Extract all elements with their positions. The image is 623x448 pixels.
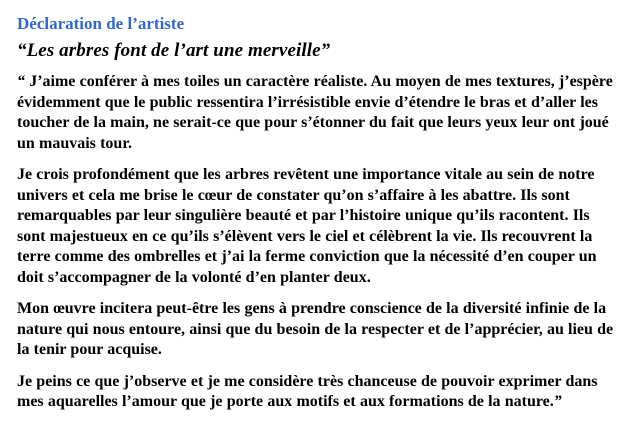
paragraph-4-text: Je peins ce que j’observe et je me considère très chanceuse de pouvoir exprimer dans mes aquarelles l’amour que je porte aux motifs et aux formations de la nature. [17,372,598,410]
paragraph-1-text: J’aime conférer à mes toiles un caractère réaliste. Au moyen de mes textures, j’espère évidemment que le public ressentira l’irrésistible envie d’étendre le bras et d’aller les toucher de la main, ne serait-ce que pour s’étonner du fait que leurs yeux leur ont joué un mauvais tour. [17,73,613,152]
paragraph-2-text: Je crois profondément que les arbres revêtent une importance vitale au sein de notre univers et cela me brise le cœur de constater qu’on s’affaire à les abattre. Ils sont remarquables par leur singulière beauté et par l’histoire unique qu’ils racontent. Ils sont majestueux en ce qu’ils s’élèvent vers le ciel et célèbrent la vie. Ils recouvrent la terre comme des ombrelles et j’ai la ferme conviction que la nécessité d’en couper un doit s’accompagner de la volonté d’en planter deux. [17,166,597,286]
paragraph-4 [17,372,617,413]
artist-statement [17,14,617,424]
paragraph-1 [17,72,617,154]
statement-title: “Les arbres font de l’art une merveille” [17,40,331,61]
closing-quote-mark: ” [553,393,562,410]
page-heading: Déclaration de l’artiste [17,14,185,33]
paragraph-2 [17,165,617,288]
opening-quote-mark: “ [17,73,25,90]
paragraph-3 [17,299,617,361]
paragraph-3-text: Mon œuvre incitera peut-être les gens à prendre conscience de la diversité infinie de la nature qui nous entoure, ainsi que du besoin de la respecter et de l’apprécier, au lieu de la tenir pour acquise. [17,300,614,358]
